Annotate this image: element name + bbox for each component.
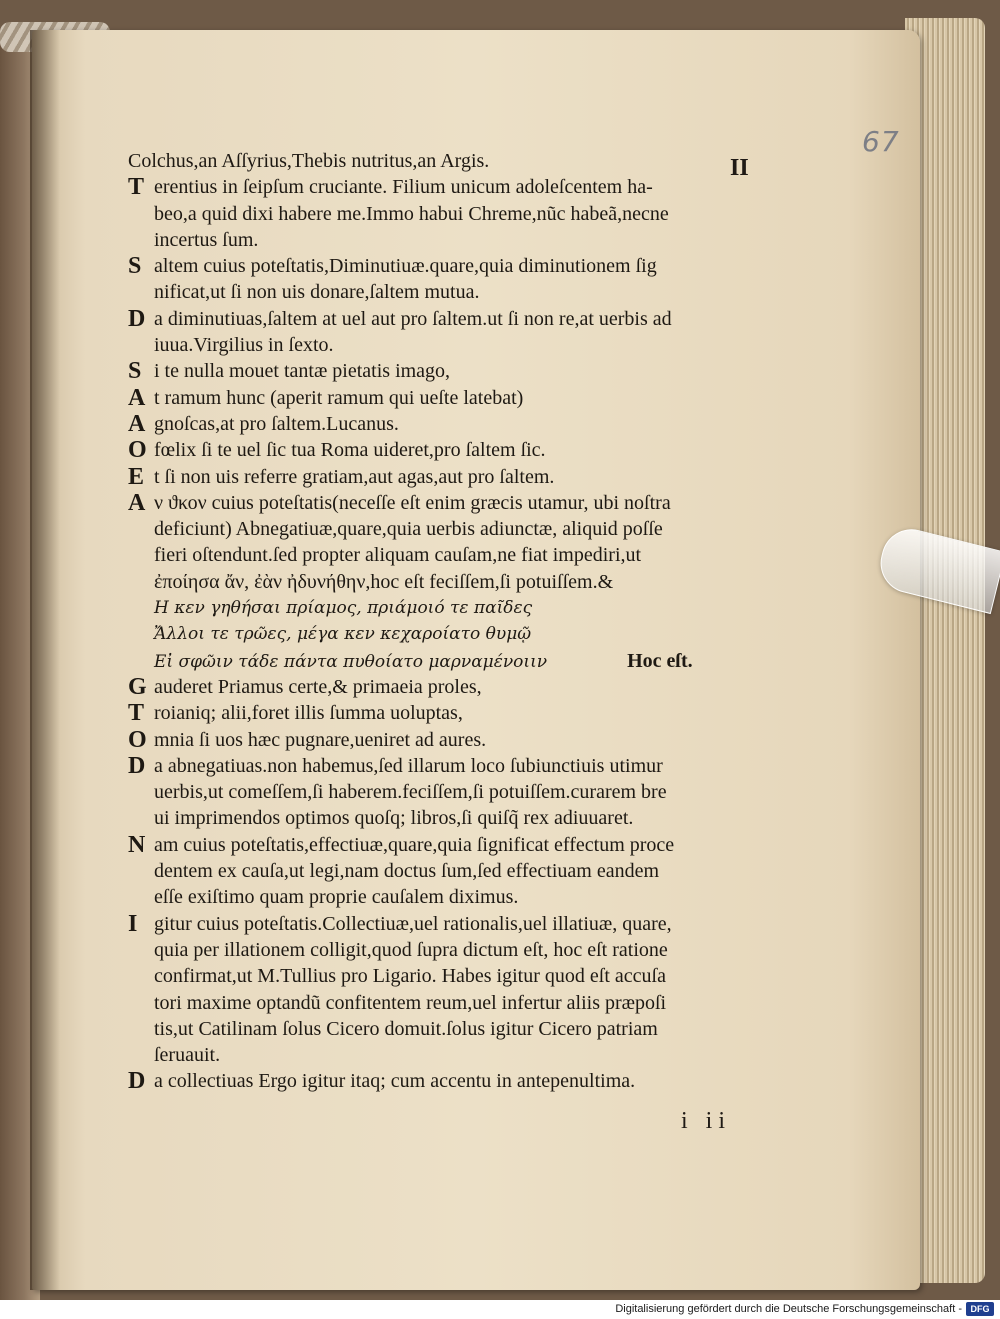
text-line: tori maxime optandũ confitentem reum,uel infertur aliis præpoſi: [154, 991, 667, 1014]
initial-letter: D: [128, 1068, 146, 1095]
printed-page-number: II: [730, 155, 749, 181]
text-line: t ramum hunc (aperit ramum qui ueſte latebat): [154, 386, 524, 409]
text-line: auderet Priamus certe,& primaeia proles,: [154, 675, 482, 698]
paragraph: [128, 385, 800, 411]
text-line: iuua.Virgilius in ſexto.: [154, 334, 334, 357]
text-line: nificat,ut ſi non uis donare,ſaltem mutua.: [154, 281, 480, 304]
initial-letter: G: [128, 673, 147, 700]
paragraph: [128, 306, 800, 359]
initial-letter: E: [128, 463, 145, 490]
paragraph: [128, 358, 800, 384]
text-line: a collectiuas Ergo igitur itaq; cum accentu in antepenultima.: [154, 1070, 636, 1093]
funding-credit: Digitalisierung gefördert durch die Deutsche Forschungsgemeinschaft -: [615, 1303, 962, 1315]
initial-letter: N: [128, 831, 146, 858]
initial-letter: A: [128, 489, 146, 516]
spine-shadow: [30, 30, 60, 1290]
initial-letter: D: [128, 305, 146, 332]
text-line: ἐποίησα ἄν, ἐὰν ἠδυνήθην,hoc eſt feciſſem,ſi potuiſſem.&: [154, 570, 614, 593]
paragraph: [128, 437, 800, 463]
text-line: ui imprimendos optimos quoſq; libros,ſi quiſq̃ rex adiuuaret.: [154, 807, 634, 830]
paragraph: [128, 832, 800, 911]
initial-letter: A: [128, 410, 146, 437]
greek-verse-line: Η κεν γηθήσαι πρίαμος, πριάμοιό τε παῖδες: [154, 598, 533, 619]
text-line: beo,a quid dixi habere me.Immo habui Chreme,nũc habeã,necne: [154, 202, 669, 225]
paragraph: [128, 464, 800, 490]
initial-letter: T: [128, 700, 145, 727]
text-line: confirmat,ut M.Tullius pro Ligario. Habes igitur quod eſt accuſa: [154, 965, 666, 988]
text-line: ν ϑκον cuius poteſtatis(neceſſe eſt enim græcis utamur, ubi noſtra: [154, 491, 671, 514]
initial-letter: O: [128, 437, 147, 464]
paragraph: [128, 253, 800, 306]
initial-letter: A: [128, 384, 146, 411]
text-line: i te nulla mouet tantæ pietatis imago,: [154, 360, 451, 383]
initial-letter: S: [128, 253, 142, 280]
text-line: roianiq; alii,foret illis ſumma uoluptas,: [154, 702, 463, 725]
initial-letter: D: [128, 752, 146, 779]
footer-bar: [0, 1300, 1000, 1319]
text-line: t ſi non uis referre gratiam,aut agas,aut pro ſaltem.: [154, 465, 555, 488]
text-line: fieri oſtendunt.ſed propter aliquam cauſam,ne fiat impediri,ut: [154, 544, 642, 567]
text-line: gnoſcas,at pro ſaltem.Lucanus.: [154, 412, 399, 435]
text-block: [128, 148, 800, 1095]
paragraph: [128, 1068, 800, 1094]
initial-letter: I: [128, 910, 138, 937]
text-line: erentius in ſeipſum cruciante. Filium unicum adoleſcentem ha-: [154, 176, 653, 199]
hoc-est-label: Hoc eſt.: [627, 649, 693, 672]
initial-letter: S: [128, 358, 142, 385]
text-line: a diminutiuas,ſaltem at uel aut pro ſaltem.ut ſi non re,at uerbis ad: [154, 307, 672, 330]
paragraph: [128, 911, 800, 1069]
signature-mark: i ii: [681, 1108, 732, 1134]
text-line: dentem ex cauſa,ut legi,nam doctus ſum,ſed effectiuam eandem: [154, 860, 659, 883]
text-line: deficiunt) Abnegatiuæ,quare,quia uerbis adiunctæ, aliquid poſſe: [154, 518, 663, 541]
initial-letter: T: [128, 174, 145, 201]
text-line: fœlix ſi te uel ſic tua Roma uideret,pro ſaltem ſic.: [154, 439, 546, 462]
text-line: Colchus,an Aſſyrius,Thebis nutritus,an Argis.: [128, 150, 490, 172]
text-line: quia per illationem colligit,quod ſupra dictum eſt, hoc eſt ratione: [154, 938, 668, 961]
text-line: mnia ſi uos hæc pugnare,ueniret ad aures.: [154, 728, 487, 751]
greek-verse-line: Ἄλλοι τε τρῶες, μέγα κεν κεχαροίατο θυμῷ: [154, 624, 532, 645]
initial-letter: O: [128, 726, 147, 753]
text-line: a abnegatiuas.non habemus,ſed illarum loco ſubiunctiuis utimur: [154, 754, 663, 777]
handwritten-folio-number: 67: [862, 125, 900, 158]
paragraph: [128, 674, 800, 700]
paragraph: [128, 753, 800, 832]
text-line: altem cuius poteſtatis,Diminutiuæ.quare,quia diminutionem ſig: [154, 255, 657, 278]
text-line: incertus ſum.: [154, 228, 259, 251]
paragraph: [128, 700, 800, 726]
text-line: ſeruauit.: [154, 1044, 221, 1067]
text-line: gitur cuius poteſtatis.Collectiuæ,uel rationalis,uel illatiuæ, quare,: [154, 912, 672, 935]
text-line: eſſe exiſtimo quam proprie cauſalem diximus.: [154, 886, 519, 909]
text-line: tis,ut Catilinam ſolus Cicero domuit.ſolus igitur Cicero patriam: [154, 1017, 658, 1040]
paragraph: [128, 727, 800, 753]
paragraph: [128, 411, 800, 437]
text-line: uerbis,ut comeſſem,ſi haberem.feciſſem,ſi potuiſſem.curarem bre: [154, 781, 667, 804]
greek-verse-text: Εἰ σφῶιν τάδε πάντα πυθοίατο μαρναμένοιιν: [154, 651, 548, 672]
paragraph: [128, 490, 800, 674]
dfg-logo: DFG: [966, 1302, 994, 1316]
greek-verse-line: [154, 648, 800, 674]
paragraph: [128, 174, 800, 253]
text-line: am cuius poteſtatis,effectiuæ,quare,quia ſignificat effectum proce: [154, 833, 675, 856]
